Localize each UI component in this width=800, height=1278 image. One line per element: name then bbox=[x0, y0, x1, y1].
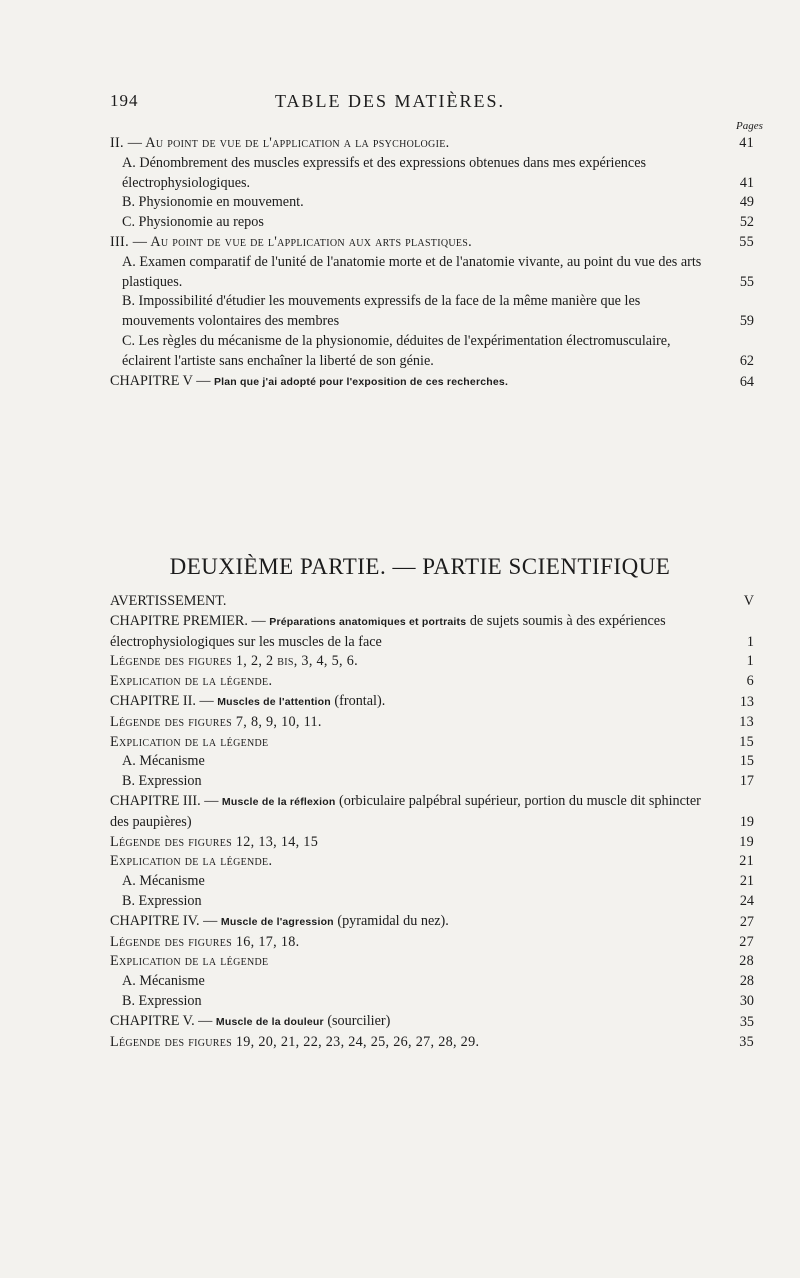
toc-entry: III. — Au point de vue de l'application aux arts plastiques. 55 bbox=[110, 233, 754, 250]
toc-entry: Légende des figures 19, 20, 21, 22, 23, 24, 25, 26, 27, 28, 29. 35 bbox=[110, 1033, 754, 1050]
toc-lower bbox=[110, 592, 754, 1052]
part-heading: DEUXIÈME PARTIE. — PARTIE SCIENTIFIQUE bbox=[169, 554, 671, 579]
page-number: 194 bbox=[110, 91, 139, 110]
toc-chapter-entry: CHAPITRE III. — Muscle de la réflexion (orbiculaire palpébral supérieur, portion du muscle dit sphincter des paupières) 19 bbox=[110, 792, 754, 830]
toc-entry: A. Mécanisme 15 bbox=[122, 753, 754, 770]
toc-entry: B. Physionomie en mouvement. 49 bbox=[122, 194, 754, 211]
page-title: TABLE DES MATIÈRES. bbox=[274, 91, 506, 111]
toc-chapter-entry: CHAPITRE IV. — Muscle de l'agression (pyramidal du nez). 27 bbox=[110, 912, 754, 930]
toc-chapter-entry: CHAPITRE V. — Muscle de la douleur (sourcilier) 35 bbox=[110, 1012, 754, 1030]
toc-entry: B. Expression 24 bbox=[122, 892, 754, 909]
toc-entry: B. Expression 30 bbox=[122, 992, 754, 1009]
toc-entry: Légende des figures 16, 17, 18. 27 bbox=[110, 933, 754, 950]
pages-column-label: Pages bbox=[736, 120, 763, 132]
toc-upper bbox=[110, 134, 754, 392]
toc-entry: A. Dénombrement des muscles expressifs et des expressions obtenues dans mes expériences électrophysiologiques. 41 bbox=[122, 154, 754, 191]
toc-entry: B. Expression 17 bbox=[122, 773, 754, 790]
toc-entry: Légende des figures 7, 8, 9, 10, 11. 13 bbox=[110, 713, 754, 730]
toc-entry: C. Les règles du mécanisme de la physionomie, déduites de l'expérimentation électromusculaire, éclairent l'artiste sans enchaîner la liberté de son génie. 62 bbox=[122, 332, 754, 369]
toc-entry: Explication de la légende 15 bbox=[110, 733, 754, 750]
toc-chapter-entry: CHAPITRE II. — Muscles de l'attention (frontal). 13 bbox=[110, 692, 754, 710]
toc-entry: Explication de la légende. 21 bbox=[110, 853, 754, 870]
toc-chapter-entry: CHAPITRE V — Plan que j'ai adopté pour l'exposition de ces recherches. 64 bbox=[110, 372, 754, 390]
toc-entry: Légende des figures 1, 2, 2 bis, 3, 4, 5, 6. 1 bbox=[110, 653, 754, 670]
toc-entry: A. Mécanisme 28 bbox=[122, 973, 754, 990]
toc-entry: C. Physionomie au repos 52 bbox=[122, 214, 754, 231]
toc-entry: Légende des figures 12, 13, 14, 15 19 bbox=[110, 833, 754, 850]
toc-entry: A. Mécanisme 21 bbox=[122, 873, 754, 890]
toc-entry: AVERTISSEMENT. V bbox=[110, 593, 754, 609]
toc-entry: B. Impossibilité d'étudier les mouvements expressifs de la face de la même manière que les mouvements volontaires des membres 59 bbox=[122, 293, 754, 330]
toc-chapter-entry: CHAPITRE PREMIER. — Préparations anatomiques et portraits de sujets soumis à des expériences électrophysiologiques sur les muscles de la face 1 bbox=[110, 612, 754, 650]
toc-entry: II. — Au point de vue de l'application a la psychologie. 41 bbox=[110, 135, 754, 151]
toc-entry: A. Examen comparatif de l'unité de l'anatomie morte et de l'anatomie vivante, au point du vue des arts plastiques. 55 bbox=[122, 253, 754, 290]
running-head bbox=[110, 91, 670, 115]
toc-entry: Explication de la légende. 6 bbox=[110, 673, 754, 690]
toc-entry: Explication de la légende 28 bbox=[110, 953, 754, 970]
